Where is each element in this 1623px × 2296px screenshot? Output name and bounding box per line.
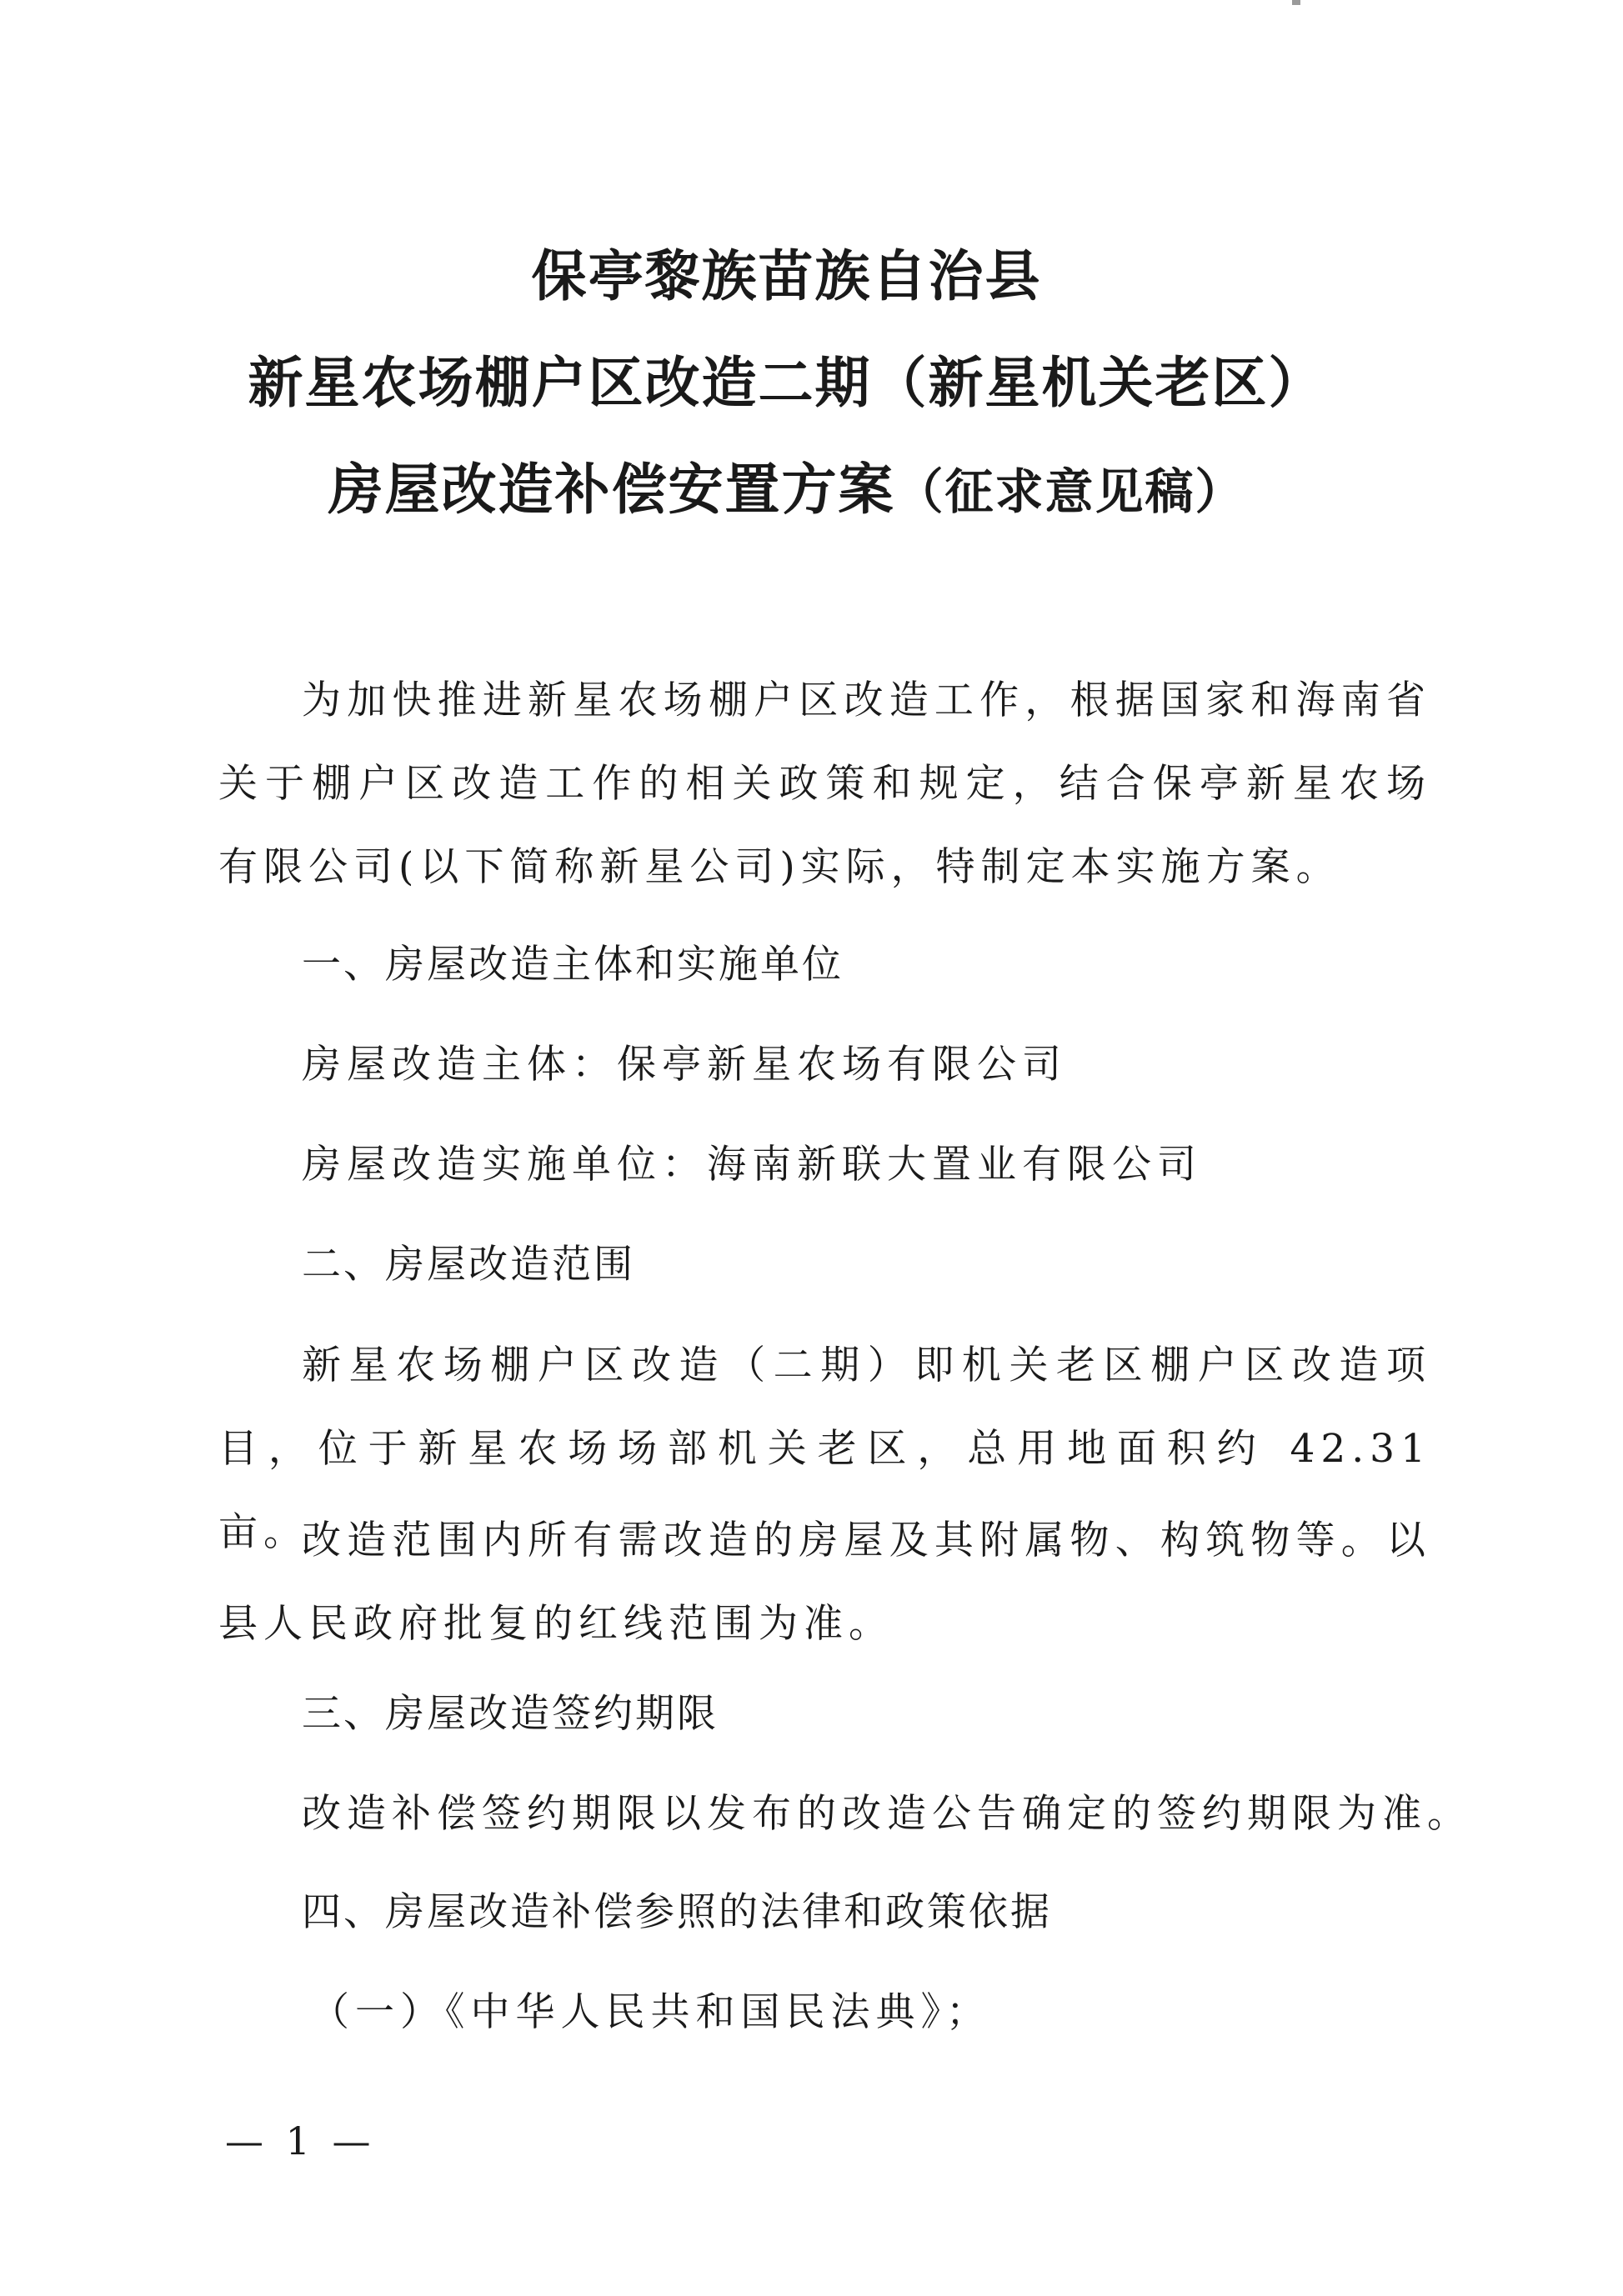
scan-mark — [1292, 0, 1300, 5]
section-1-line-1: 房屋改造主体：保亭新星农场有限公司 — [302, 1042, 1067, 1088]
title-line-1: 保亭黎族苗族自治县 — [531, 244, 1042, 308]
page-number: — 1 — — [225, 2118, 376, 2163]
title-line-3 — [0, 457, 1598, 525]
section-1-line-2: 房屋改造实施单位：海南新联大置业有限公司 — [302, 1142, 1202, 1188]
section-2-heading: 二、房屋改造范围 — [302, 1242, 635, 1288]
section-1-heading: 一、房屋改造主体和实施单位 — [302, 942, 844, 988]
section-3-paragraph-1: 改造补偿签约期限以发布的改造公告确定的签约期限为准。 — [302, 1791, 1472, 1837]
title-line-2: 新星农场棚户区改造二期（新星机关老区） — [248, 351, 1325, 415]
title-line-3-sub: （征求意见稿） — [894, 463, 1245, 520]
section-2-paragraph-2: 改造范围内所有需改造的房屋及其附属物、构筑物等。以县人民政府批复的红线范围为准。 — [218, 1518, 1431, 1647]
section-2-paragraph-1: 新星农场棚户区改造（二期）即机关老区棚户区改造项目，位于新星农场场部机关老区，总用地面积约 42.31 亩。 — [218, 1343, 1431, 1555]
intro-paragraph: 为加快推进新星农场棚户区改造工作，根据国家和海南省关于棚户区改造工作的相关政策和规定，结合保亭新星农场有限公司(以下简称新星公司)实际，特制定本实施方案。 — [218, 678, 1431, 890]
section-4-item-1: （一）《中华人民共和国民法典》； — [310, 1989, 991, 2035]
section-4-heading: 四、房屋改造补偿参照的法律和政策依据 — [302, 1889, 1052, 1935]
section-3-heading: 三、房屋改造签约期限 — [302, 1691, 719, 1737]
title-line-3-main: 房屋改造补偿安置方案 — [328, 458, 895, 522]
